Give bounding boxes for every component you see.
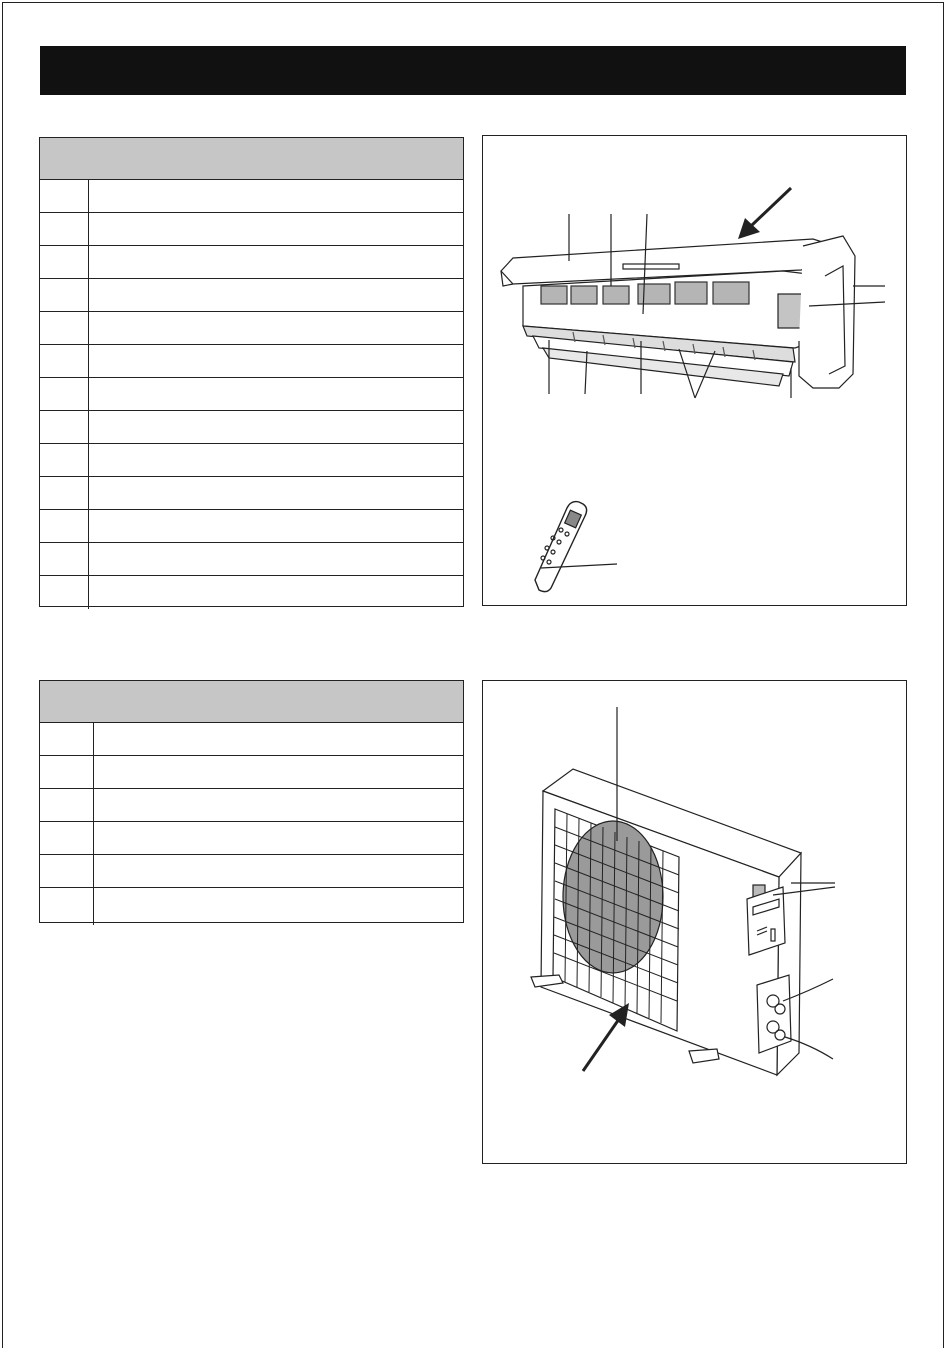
indoor-parts-table (39, 137, 464, 607)
table-row (40, 180, 463, 213)
row-number (40, 213, 89, 245)
row-description (89, 345, 463, 377)
row-description (89, 246, 463, 278)
row-description (89, 213, 463, 245)
remote-control-icon (535, 502, 617, 592)
row-number (40, 510, 89, 542)
row-description (89, 576, 463, 609)
row-number (40, 888, 94, 925)
table-row (40, 444, 463, 477)
row-description (94, 756, 463, 788)
indoor-table-header (40, 138, 463, 180)
airflow-arrow-icon (738, 188, 791, 239)
row-description (89, 411, 463, 443)
row-number (40, 444, 89, 476)
row-description (94, 789, 463, 821)
outdoor-parts-table (39, 680, 464, 923)
outdoor-table-header (40, 681, 463, 723)
indoor-unit-figure (482, 135, 907, 606)
outdoor-unit-illustration (483, 681, 908, 1165)
row-number (40, 576, 89, 609)
table-row (40, 576, 463, 609)
row-description (89, 477, 463, 509)
table-row (40, 411, 463, 444)
row-number (40, 345, 89, 377)
row-number (40, 312, 89, 344)
row-description (94, 888, 463, 925)
airflow-arrow-icon (583, 1003, 629, 1071)
row-description (89, 378, 463, 410)
table-row (40, 855, 463, 888)
table-row (40, 789, 463, 822)
row-description (89, 279, 463, 311)
row-description (89, 312, 463, 344)
outdoor-unit-figure (482, 680, 907, 1164)
row-number (40, 477, 89, 509)
row-description (89, 444, 463, 476)
table-row (40, 378, 463, 411)
row-description (94, 723, 463, 755)
table-row (40, 213, 463, 246)
row-description (94, 822, 463, 854)
table-row (40, 312, 463, 345)
table-row (40, 888, 463, 925)
row-number (40, 180, 89, 212)
row-number (40, 756, 94, 788)
row-number (40, 411, 89, 443)
row-description (89, 543, 463, 575)
table-row (40, 510, 463, 543)
table-row (40, 477, 463, 510)
row-description (89, 180, 463, 212)
table-row (40, 723, 463, 756)
indoor-unit-illustration (483, 136, 908, 607)
row-number (40, 822, 94, 854)
table-row (40, 345, 463, 378)
table-row (40, 822, 463, 855)
table-row (40, 246, 463, 279)
row-description (94, 855, 463, 887)
row-number (40, 723, 94, 755)
row-number (40, 789, 94, 821)
row-number (40, 855, 94, 887)
table-row (40, 543, 463, 576)
row-description (89, 510, 463, 542)
table-row (40, 279, 463, 312)
row-number (40, 246, 89, 278)
row-number (40, 378, 89, 410)
row-number (40, 279, 89, 311)
row-number (40, 543, 89, 575)
page-title (40, 46, 906, 95)
table-row (40, 756, 463, 789)
